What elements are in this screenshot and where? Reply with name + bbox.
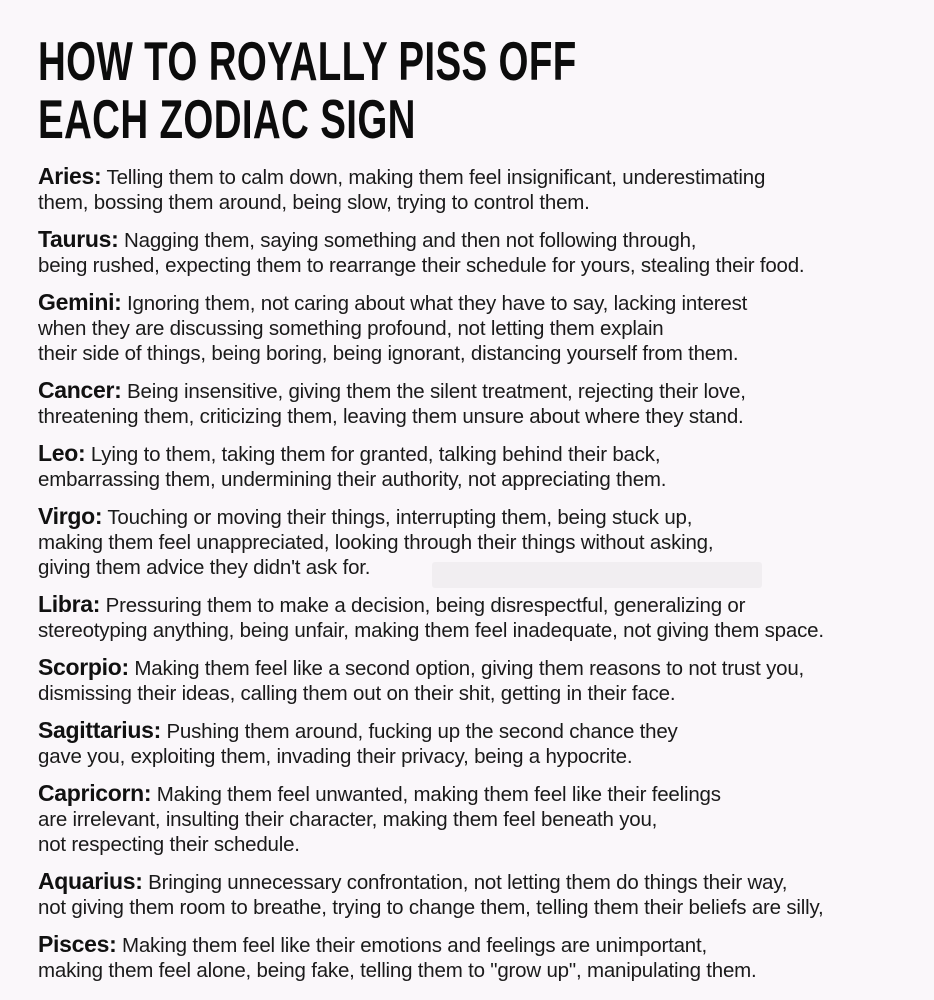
entry-line: when they are discussing something profound, not letting them explain [38, 317, 664, 340]
entry-line: Bringing unnecessary confrontation, not letting them do things their way, [148, 871, 788, 894]
title-line-2: EACH ZODIAC SIGN [38, 88, 416, 150]
zodiac-sign-label: Gemini: [38, 289, 122, 315]
entry-line: Nagging them, saying something and then not following through, [124, 229, 697, 252]
entry-line: Ignoring them, not caring about what they have to say, lacking interest [127, 292, 748, 315]
title-line-1: HOW TO ROYALLY PISS OFF [38, 30, 577, 92]
zodiac-sign-label: Libra: [38, 591, 101, 617]
zodiac-sign-label: Leo: [38, 440, 86, 466]
zodiac-entry-leo [38, 441, 910, 492]
zodiac-sign-label: Cancer: [38, 377, 122, 403]
zodiac-sign-label: Scorpio: [38, 654, 129, 680]
zodiac-entry-aries [38, 164, 910, 215]
entry-line: being rushed, expecting them to rearrange their schedule for yours, stealing their food. [38, 254, 805, 277]
zodiac-sign-label: Pisces: [38, 931, 117, 957]
zodiac-entry-taurus [38, 227, 910, 278]
zodiac-entry-gemini [38, 290, 910, 366]
zodiac-entry-sagittarius [38, 718, 910, 769]
zodiac-sign-label: Aquarius: [38, 868, 143, 894]
entry-line: Being insensitive, giving them the silent treatment, rejecting their love, [127, 380, 746, 403]
entry-line: Making them feel unwanted, making them feel like their feelings [156, 783, 721, 806]
entry-line: stereotyping anything, being unfair, making them feel inadequate, not giving them space. [38, 619, 824, 642]
zodiac-entry-capricorn [38, 781, 910, 857]
entry-line: Making them feel like their emotions and feelings are unimportant, [121, 934, 708, 957]
zodiac-sign-label: Taurus: [38, 226, 119, 252]
entry-line: Pressuring them to make a decision, being disrespectful, generalizing or [105, 594, 746, 617]
entry-line: their side of things, being boring, being ignorant, distancing yourself from them. [38, 342, 739, 365]
zodiac-entry-libra [38, 592, 910, 643]
entry-line: them, bossing them around, being slow, trying to control them. [38, 191, 590, 214]
entry-line: threatening them, criticizing them, leaving them unsure about where they stand. [38, 405, 744, 428]
entry-line: are irrelevant, insulting their character, making them feel beneath you, [38, 808, 658, 831]
page-title [38, 32, 648, 148]
entry-line: Telling them to calm down, making them feel insignificant, underestimating [106, 166, 766, 189]
entry-line: not respecting their schedule. [38, 833, 300, 856]
entry-line: Making them feel like a second option, giving them reasons to not trust you, [134, 657, 805, 680]
watermark-smudge [432, 562, 762, 588]
entry-line: gave you, exploiting them, invading their privacy, being a hypocrite. [38, 745, 633, 768]
entry-line: making them feel alone, being fake, telling them to "grow up", manipulating them. [38, 959, 757, 982]
entry-line: embarrassing them, undermining their authority, not appreciating them. [38, 468, 667, 491]
entry-line: dismissing their ideas, calling them out on their shit, getting in their face. [38, 682, 676, 705]
zodiac-entry-scorpio [38, 655, 910, 706]
entry-line: giving them advice they didn't ask for. [38, 556, 371, 579]
zodiac-sign-label: Aries: [38, 163, 102, 189]
zodiac-entry-aquarius [38, 869, 910, 920]
zodiac-entry-pisces [38, 932, 910, 983]
zodiac-sign-label: Capricorn: [38, 780, 152, 806]
entry-line: not giving them room to breathe, trying to change them, telling them their beliefs are silly, [38, 896, 824, 919]
entry-line: Touching or moving their things, interrupting them, being stuck up, [107, 506, 693, 529]
entry-line: making them feel unappreciated, looking through their things without asking, [38, 531, 714, 554]
zodiac-sign-label: Sagittarius: [38, 717, 161, 743]
zodiac-sign-label: Virgo: [38, 503, 103, 529]
entry-line: Lying to them, taking them for granted, talking behind their back, [90, 443, 661, 466]
zodiac-entry-cancer [38, 378, 910, 429]
entry-line: Pushing them around, fucking up the second chance they [166, 720, 678, 743]
